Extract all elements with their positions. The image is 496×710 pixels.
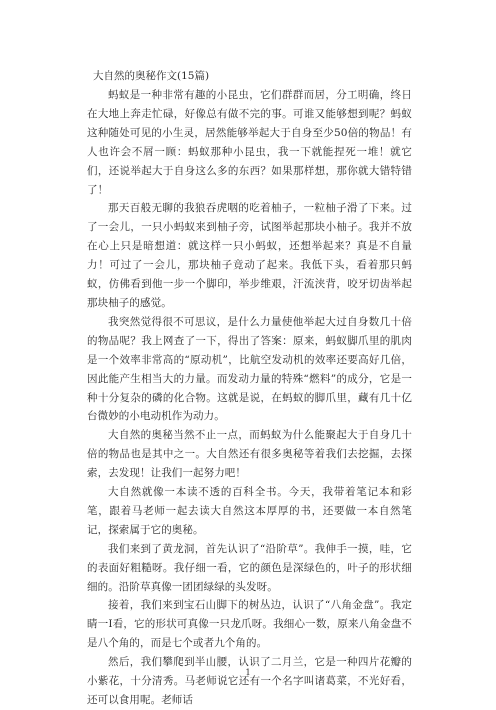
paragraph-ants-intro: 蚂蚁是一种非常有趣的小昆虫，它们群群而居，分工明确，终日在大地上奔走忙碌，好像总有做不完的事。可谁又能够想到呢？蚂蚁这种随处可见的小生灵，居然能够举起大于自身至少50倍的物品！有人也许会不屑一顾：蚂蚁那种小昆虫，我一下就能捏死一堆！就它们，还说举起大于自身这么多的东西？如果那样想，那你就大错特错了！ bbox=[87, 89, 412, 196]
paragraph-february-orchid: 然后，我们攀爬到半山腰，认识了二月兰，它是一种四片花瓣的小紫花，十分清秀。马老师说它还有一个名字叫诸葛菜，不光好看，还可以食用呢。老师话 bbox=[87, 656, 412, 706]
paragraph-ant-strength: 我突然觉得很不可思议，是什么力量使他举起大过自身数几十倍的物品呢？我上网查了一下，得出了答案：原来，蚂蚁脚爪里的肌肉是一个效率非常高的“原动机”，比航空发动机的效率还要高好几倍，因此能产生相当大的力量。而发动力量的特殊“燃料”的成分，它是一种十分复杂的磷的化合物。这就是说，在蚂蚁的脚爪里，藏有几十亿台微妙的小电动机作为动力。 bbox=[87, 315, 412, 423]
paragraph-nature-secrets: 大自然的奥秘当然不止一点，而蚂蚁为什么能聚起大于自身几十倍的物品也是其中之一。大自然还有很多奥秘等着我们去挖掘，去探索，去发现！让我们一起努力吧！ bbox=[87, 429, 412, 480]
paragraph-encyclopedia: 大自然就像一本读不透的百科全书。今天，我带着笔记本和彩笔，跟着马老师一起去读大自然这本厚厚的书，还要做一本自然笔记，探索属于它的奥秘。 bbox=[87, 486, 412, 536]
paragraph-huanglong-cave: 我们来到了黄龙洞，首先认识了“沿阶草”。我伸手一摸，哇，它的表面好粗糙呀。我仔细一看，它的颜色是深绿色的，叶子的形状细细的。沿阶草真像一团团绿绿的头发呀。 bbox=[87, 542, 412, 593]
document-body bbox=[87, 67, 412, 710]
paragraph-pomelo: 那天百般无聊的我狼吞虎咽的吃着柚子，一粒柚子滑了下来。过了一会儿，一只小蚂蚁来到柚子旁，试图举起那块小柚子。我并不放在心上只是暗想道：就这样一只小蚂蚁，还想举起来？真是不自量力！可过了一会儿，那块柚子竟动了起来。我低下头，看着那只蚂蚁，仿佛看到他一步一个脚印，举步维艰，汗流浃背，咬牙切齿举起那块柚子的感觉。 bbox=[87, 202, 412, 309]
document-title: 大自然的奥秘作文(15篇) bbox=[93, 70, 210, 82]
paragraph-baoshi-mountain: 接着，我们来到宝石山脚下的树丛边，认识了“八角金盘”。我定睛一Ⅰ看，它的形状可真像一只龙爪呀。我细心一数，原来八角金盘不是八个角的，而是七个或者九个角的。 bbox=[87, 599, 412, 650]
page-number: 1 bbox=[245, 668, 251, 677]
